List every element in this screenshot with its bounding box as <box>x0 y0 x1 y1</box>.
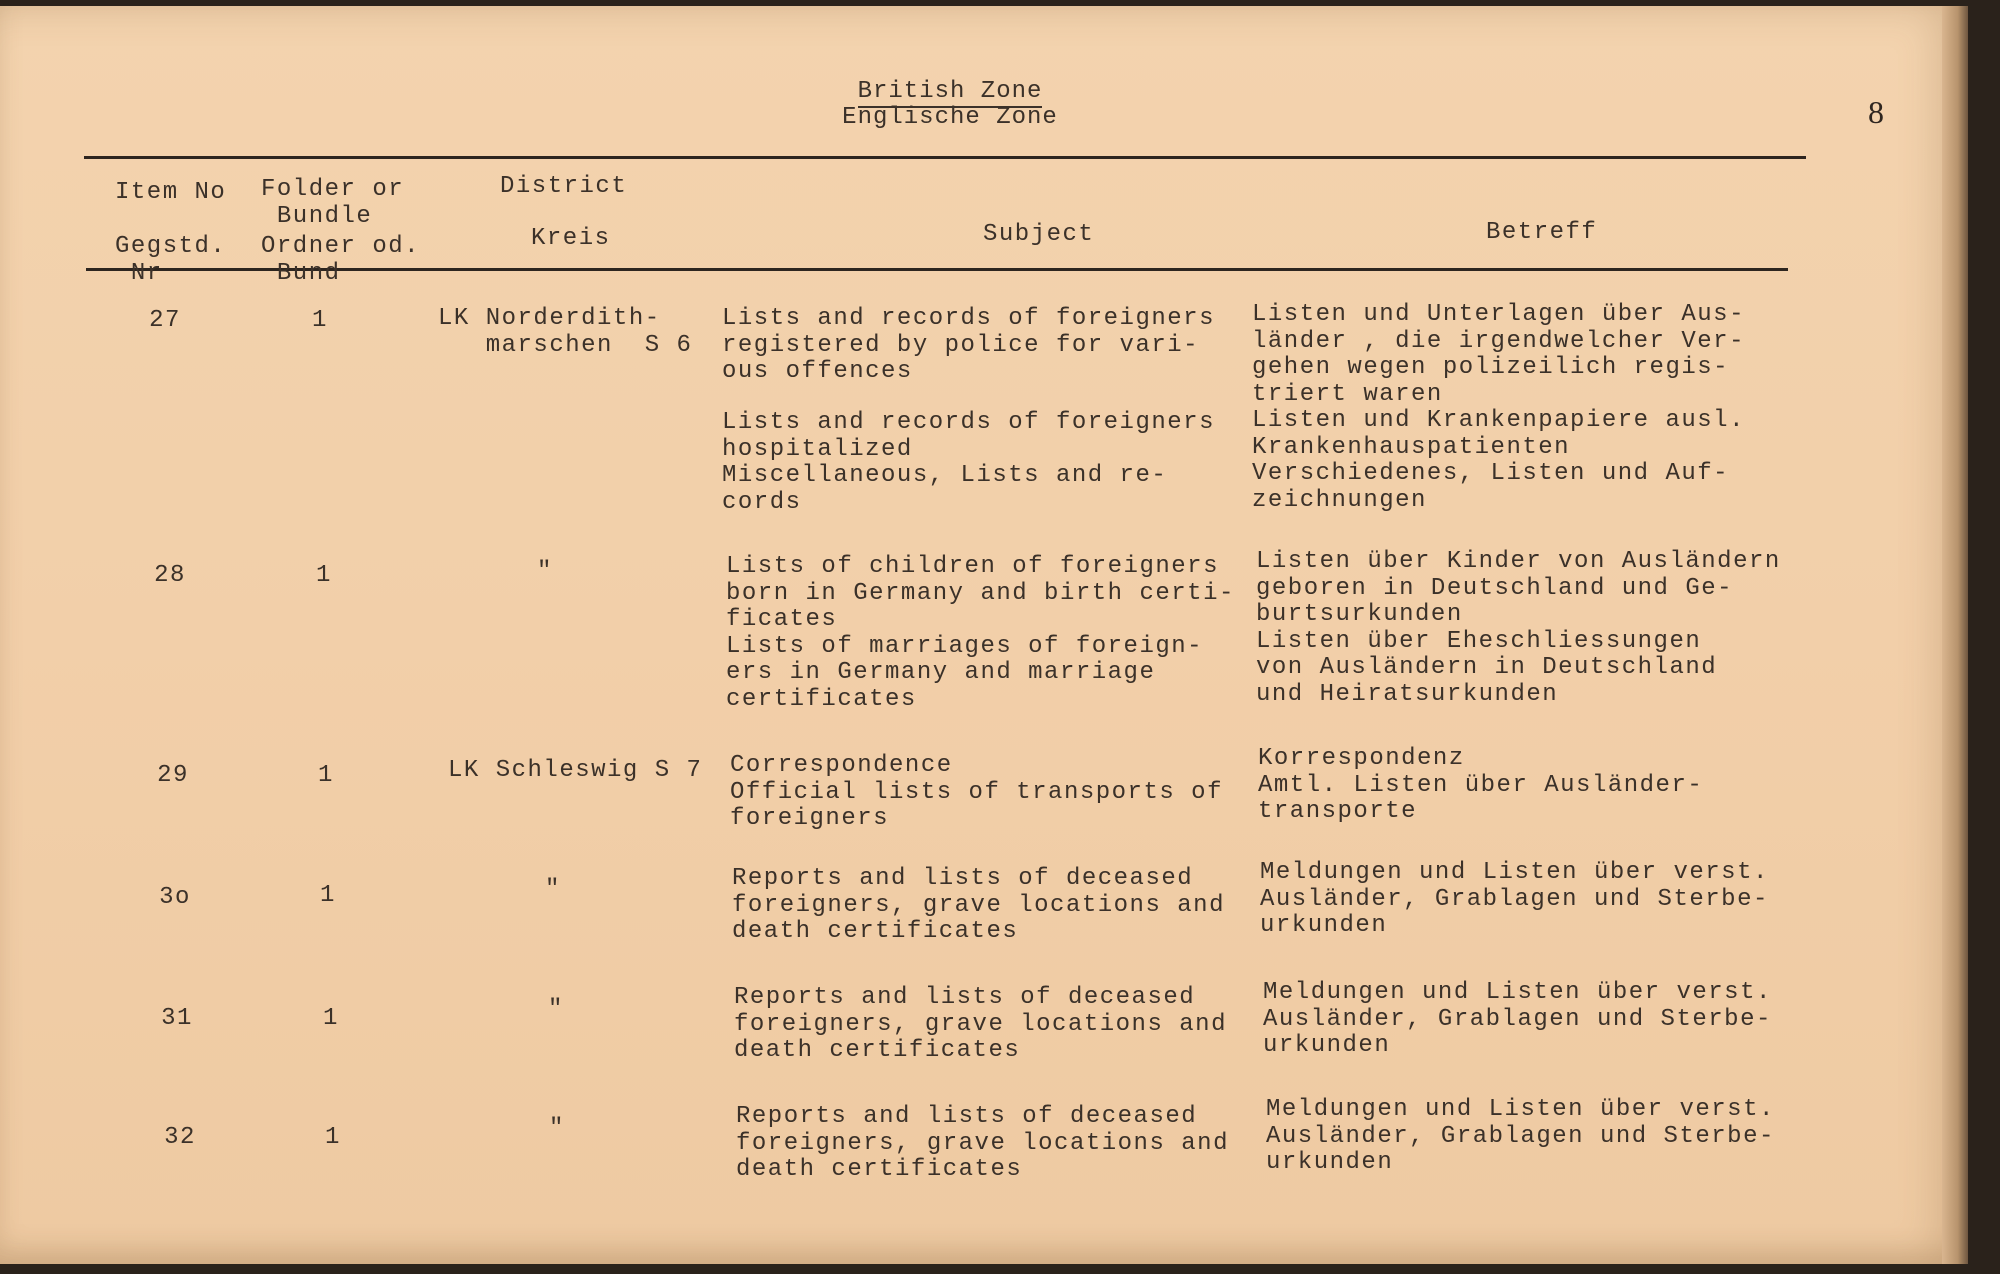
row-29-district: LK Schleswig S 7 <box>448 757 703 784</box>
row-31-folder: 1 <box>323 1005 339 1032</box>
row-30-betreff: Meldungen und Listen über verst. Ausländer, Grablagen und Sterbe- urkunden <box>1260 859 1769 939</box>
row-32-subject: Reports and lists of deceased foreigners, grave locations and death certificates <box>736 1103 1229 1183</box>
col-folder-en: Folder or Bundle <box>261 176 405 230</box>
row-27-folder: 1 <box>312 307 328 334</box>
header-rule-top <box>84 156 1806 159</box>
row-31-item: 31 <box>161 1005 193 1032</box>
row-27-item: 27 <box>149 307 181 334</box>
row-27-subject-1: Lists and records of foreigners registered by police for vari- ous offences <box>722 305 1215 385</box>
row-32-item: 32 <box>164 1124 196 1151</box>
col-item-en: Item No <box>115 179 227 206</box>
page-edge <box>1942 6 1968 1264</box>
row-27-betreff: Listen und Unterlagen über Aus- länder , die irgendwelcher Ver- gehen wegen polizeilich regis- triert waren Listen und Krankenpapiere ausl. Krankenhauspatienten Verschiedenes, Listen und Auf- zeichnungen <box>1252 301 1745 514</box>
row-30-district: " <box>545 876 561 903</box>
col-item-de: Gegstd. Nr <box>115 233 227 287</box>
zone-title-en: British Zone <box>0 78 1900 105</box>
col-subject: Subject <box>983 221 1095 248</box>
row-31-district: " <box>548 996 564 1023</box>
row-32-betreff: Meldungen und Listen über verst. Ausländer, Grablagen und Sterbe- urkunden <box>1266 1096 1775 1176</box>
row-32-folder: 1 <box>325 1124 341 1151</box>
row-27-district: LK Norderdith- marschen S 6 <box>438 305 693 359</box>
row-30-item: 3o <box>159 884 191 911</box>
row-28-item: 28 <box>154 562 186 589</box>
col-folder-de: Ordner od. Bund <box>261 233 421 287</box>
zone-title-de: Englische Zone <box>842 104 1058 131</box>
col-district-en: District <box>500 173 628 200</box>
row-27-subject-2: Lists and records of foreigners hospitalized Miscellaneous, Lists and re- cords <box>722 409 1215 516</box>
row-31-betreff: Meldungen und Listen über verst. Ausländer, Grablagen und Sterbe- urkunden <box>1263 979 1772 1059</box>
row-31-subject: Reports and lists of deceased foreigners, grave locations and death certificates <box>734 984 1227 1064</box>
row-30-folder: 1 <box>320 882 336 909</box>
row-29-betreff: Korrespondenz Amtl. Listen über Ausländer- transporte <box>1258 745 1704 825</box>
row-29-subject: Correspondence Official lists of transports of foreigners <box>730 752 1223 832</box>
row-28-district: " <box>537 558 553 585</box>
row-29-item: 29 <box>157 762 189 789</box>
col-district-de: Kreis <box>531 225 611 252</box>
row-29-folder: 1 <box>318 762 334 789</box>
row-28-betreff: Listen über Kinder von Ausländern geboren in Deutschland und Ge- burtsurkunden Listen über Eheschliessungen von Ausländern in Deutschland und Heiratsurkunden <box>1256 548 1781 708</box>
row-32-district: " <box>549 1115 565 1142</box>
row-28-subject: Lists of children of foreigners born in Germany and birth certi- ficates Lists of marriages of foreign- ers in Germany and marriage certificates <box>726 553 1235 713</box>
col-betreff: Betreff <box>1486 219 1598 246</box>
page-number: 8 <box>1868 94 1884 130</box>
row-30-subject: Reports and lists of deceased foreigners, grave locations and death certificates <box>732 865 1225 945</box>
row-28-folder: 1 <box>316 562 332 589</box>
document-page <box>0 6 1968 1264</box>
